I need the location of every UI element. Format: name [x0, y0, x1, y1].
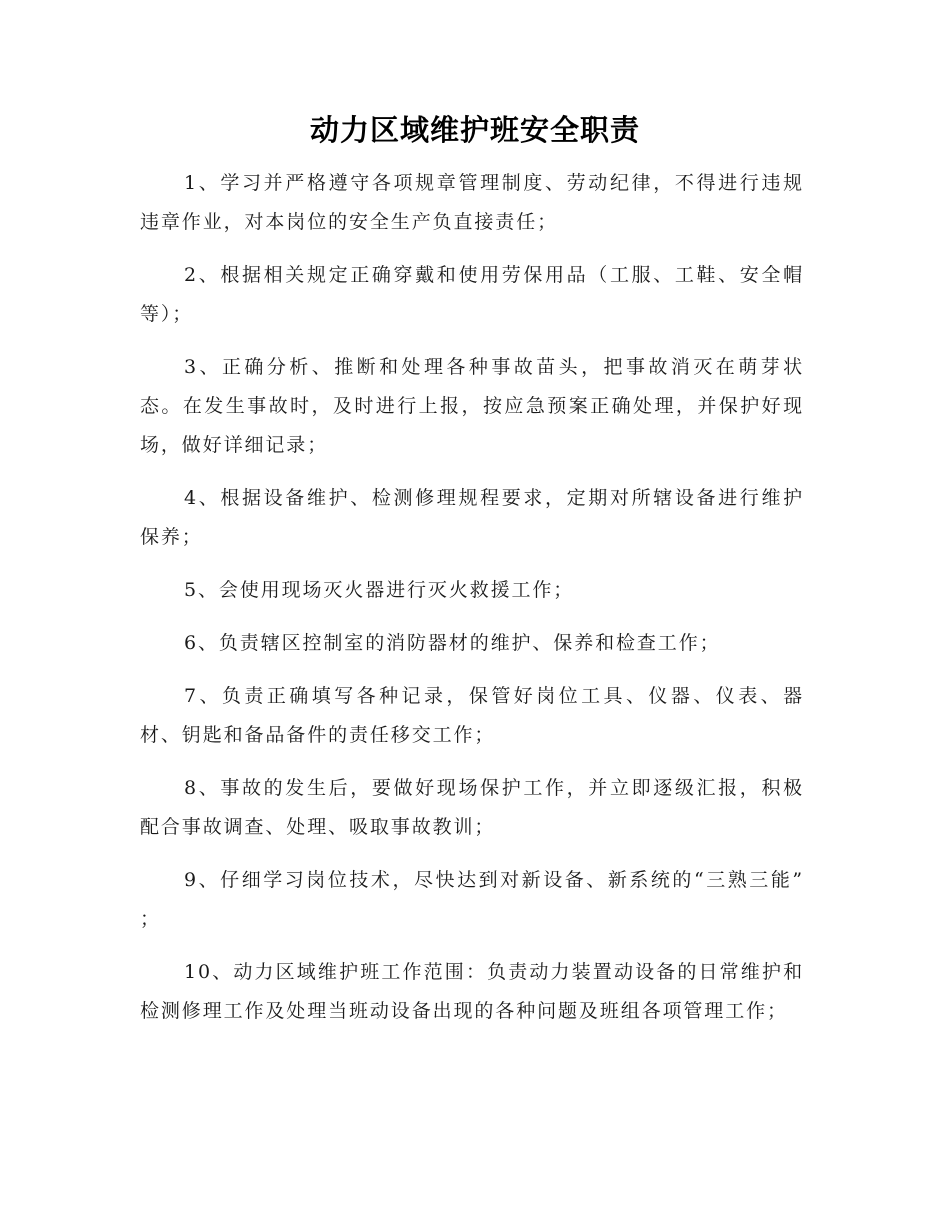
paragraph-4: 4、根据设备维护、检测修理规程要求，定期对所辖设备进行维护保养；	[140, 487, 804, 548]
document-title: 动力区域维护班安全职责	[309, 113, 640, 147]
paragraph-6: 6、负责辖区控制室的消防器材的维护、保养和检查工作；	[184, 632, 721, 654]
paragraph-7: 7、负责正确填写各种记录，保管好岗位工具、仪器、仪表、器材、钥匙和备品备件的责任移交工作；	[140, 685, 804, 746]
paragraph-2: 2、根据相关规定正确穿戴和使用劳保用品（工服、工鞋、安全帽等）；	[140, 264, 804, 325]
paragraph-8: 8、事故的发生后，要做好现场保护工作，并立即逐级汇报，积极配合事故调查、处理、吸取事故教训；	[140, 777, 804, 838]
paragraph-9: 9、仔细学习岗位技术，尽快达到对新设备、新系统的“三熟三能” ；	[140, 869, 804, 930]
paragraph-10: 10、动力区域维护班工作范围：负责动力装置动设备的日常维护和检测修理工作及处理当班动设备出现的各种问题及班组各项管理工作；	[140, 961, 804, 1022]
paragraph-1: 1、学习并严格遵守各项规章管理制度、劳动纪律，不得进行违规违章作业，对本岗位的安全生产负直接责任；	[140, 172, 804, 233]
paragraph-3: 3、正确分析、推断和处理各种事故苗头，把事故消灭在萌芽状态。在发生事故时，及时进行上报，按应急预案正确处理，并保护好现场，做好详细记录；	[140, 356, 804, 456]
paragraph-5: 5、会使用现场灭火器进行灭火救援工作；	[184, 579, 575, 601]
document-body	[140, 164, 804, 1045]
